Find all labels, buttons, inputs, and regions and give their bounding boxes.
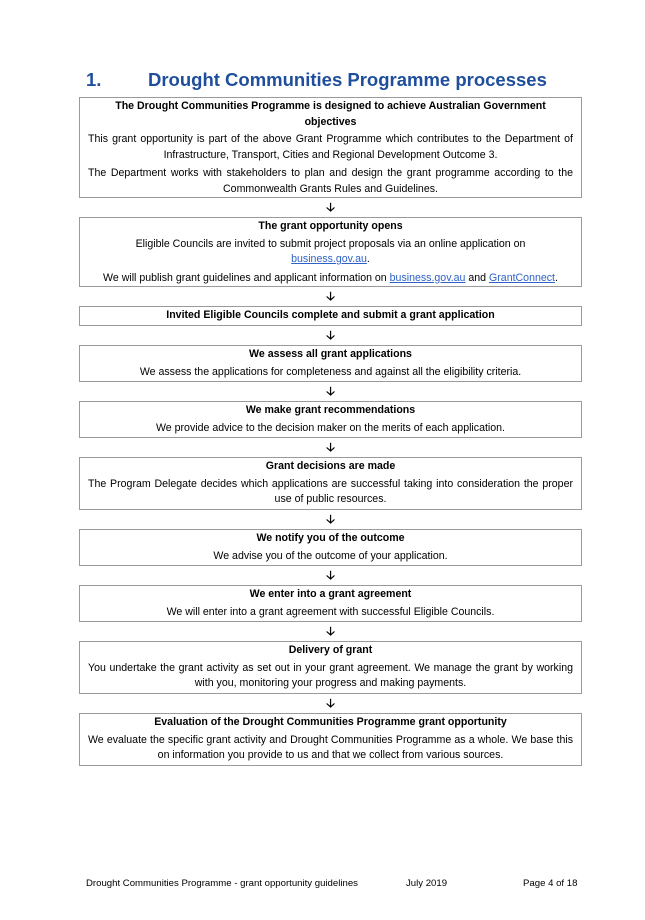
down-arrow-icon: 🡣 — [326, 696, 335, 710]
step-text: We evaluate the specific grant activity and Drought Communities Programme as a whole. We base this on information you provide to us and that we collect from various sources. — [88, 733, 573, 761]
step-title: We make grant recommendations — [245, 404, 416, 416]
business-gov-au-link[interactable]: business.gov.au — [291, 253, 367, 265]
step-title: We enter into a grant agreement — [249, 588, 412, 600]
down-arrow-icon: 🡣 — [326, 384, 335, 398]
down-arrow-icon: 🡣 — [326, 440, 335, 454]
step-title: The grant opportunity opens — [258, 220, 403, 232]
footer-doc-title: Drought Communities Programme - grant opportunity guidelines — [86, 878, 358, 889]
step-text: The Program Delegate decides which applications are successful taking into consideration the proper use of public resources. — [88, 477, 573, 505]
step-submit-application — [79, 306, 582, 326]
step-title: Delivery of grant — [288, 644, 373, 656]
step-title: Grant decisions are made — [265, 460, 396, 472]
step-programme-objectives — [79, 97, 582, 198]
step-evaluation — [79, 713, 582, 766]
step-text: We advise you of the outcome of your application. — [213, 549, 448, 562]
down-arrow-icon: 🡣 — [326, 289, 335, 303]
step-text: We provide advice to the decision maker on the merits of each application. — [156, 421, 505, 434]
step-title: We assess all grant applications — [249, 348, 412, 360]
down-arrow-icon: 🡣 — [326, 328, 335, 342]
section-title: Drought Communities Programme processes — [148, 69, 547, 90]
section-heading — [86, 69, 547, 91]
footer-page-number: Page 4 of 18 — [523, 878, 578, 889]
step-text: We will enter into a grant agreement with successful Eligible Councils. — [166, 605, 495, 618]
process-flowchart — [79, 97, 582, 766]
business-gov-au-link[interactable]: business.gov.au — [389, 271, 466, 284]
step-recommendations — [79, 401, 582, 438]
step-text: The Department works with stakeholders to plan and design the grant programme according to the Commonwealth Grants Rules and Guidelines. — [88, 167, 573, 195]
step-text: This grant opportunity is part of the above Grant Programme which contributes to the Department of Infrastructure, Transport, Cities and Regional Development Outcome 3. — [88, 133, 573, 161]
step-text: We assess the applications for completeness and against all the eligibility criteria. — [139, 365, 522, 378]
step-title: We notify you of the outcome — [256, 532, 405, 544]
step-decisions — [79, 457, 582, 510]
down-arrow-icon: 🡣 — [326, 200, 335, 214]
footer-date: July 2019 — [406, 878, 448, 889]
step-notify-outcome — [79, 529, 582, 566]
step-text: You undertake the grant activity as set out in your grant agreement. We manage the grant by working with you, monitoring your progress and making payments. — [88, 661, 573, 689]
step-title: Invited Eligible Councils complete and submit a grant application — [166, 309, 495, 321]
step-delivery — [79, 641, 582, 694]
section-number: 1. — [86, 69, 102, 90]
step-text: Eligible Councils are invited to submit project proposals via an online application on business.gov.au. — [135, 237, 526, 265]
grantconnect-link[interactable]: GrantConnect — [489, 271, 555, 284]
down-arrow-icon: 🡣 — [326, 568, 335, 582]
down-arrow-icon: 🡣 — [326, 512, 335, 526]
step-opportunity-opens — [79, 217, 582, 287]
step-grant-agreement — [79, 585, 582, 622]
step-title: Evaluation of the Drought Communities Programme grant opportunity — [154, 716, 507, 728]
step-title: The Drought Communities Programme is designed to achieve Australian Government objectives — [115, 100, 546, 128]
step-assess-applications — [79, 345, 582, 382]
step-text: We will publish grant guidelines and applicant information on business.gov.au and GrantConnect. — [103, 271, 558, 284]
down-arrow-icon: 🡣 — [326, 624, 335, 638]
